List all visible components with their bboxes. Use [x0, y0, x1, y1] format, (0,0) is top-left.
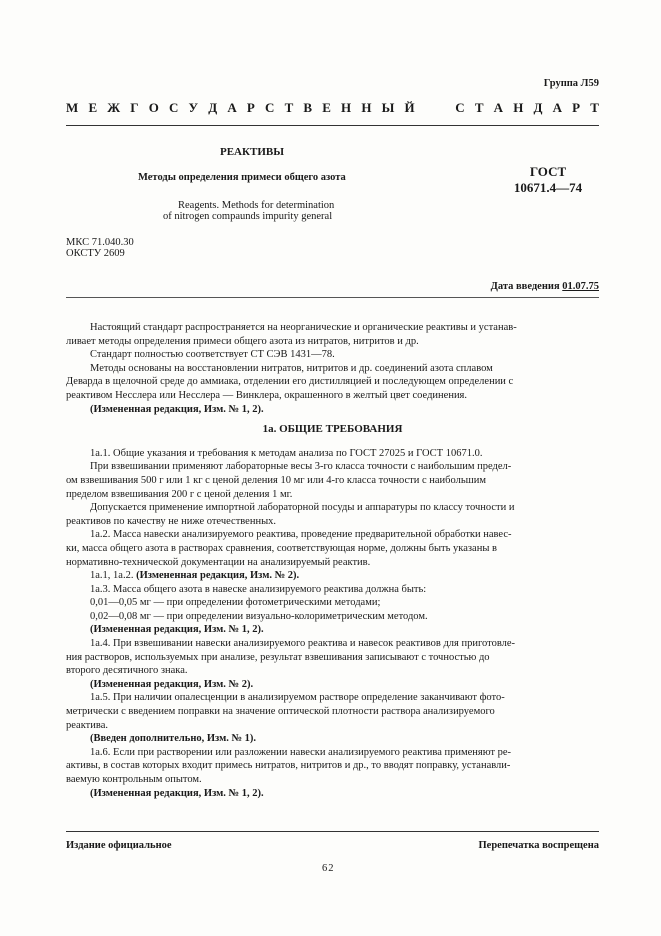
effective-date-value: 01.07.75	[562, 281, 599, 292]
clause-ref: 1а.1, 1а.2.	[90, 570, 137, 582]
paragraph: 1а.6. Если при растворении или разложении навески анализируемого реактива применяют ре-	[90, 746, 512, 758]
paragraph: 1а.2. Масса навески анализируемого реактива, проведение предварительной обработки навес-	[90, 529, 512, 541]
effective-date-label: Дата введения	[490, 281, 563, 292]
paragraph: 0,02—0,08 мг — при определении визуально-колориметрическим методом.	[90, 610, 428, 622]
banner-letter: Е	[88, 100, 98, 115]
banner-letter: Т	[474, 100, 484, 115]
banner-letter: С	[169, 100, 179, 115]
banner-letter: М	[66, 100, 79, 115]
paragraph: 1а.3. Масса общего азота в навеске анализируемого реактива должна быть:	[90, 583, 427, 595]
banner-letter: У	[188, 100, 199, 115]
banner-letter: О	[148, 100, 159, 115]
banner-letter: С	[265, 100, 275, 115]
mks-code: МКС 71.040.30	[66, 237, 134, 248]
paragraph: При взвешивании применяют лабораторные весы 3-го класса точности с наибольшим предел-	[90, 461, 512, 473]
banner-letter: Р	[572, 100, 581, 115]
paragraph: ки, масса общего азота в растворах сравнения, соответствующая норме, должны быть указаны в	[66, 542, 497, 554]
paragraph: ваемую контрольным опытом.	[66, 774, 202, 785]
paragraph: Настоящий стандарт распространяется на неорганические и органические реактивы и устанав-	[90, 322, 517, 333]
document-title: РЕАКТИВЫ	[220, 146, 285, 158]
paragraph: пределом взвешивания 200 г с ценой деления 1 мг.	[66, 488, 293, 500]
english-title-line-1: Reagents. Methods for determination	[178, 200, 335, 211]
paragraph: метрически с введением поправки на значение оптической плотности раствора анализируемого	[66, 706, 495, 718]
standard-banner	[66, 100, 599, 116]
banner-letter: Н	[341, 100, 352, 115]
english-title-line-2: of nitrogen compaunds impurity general	[163, 211, 333, 222]
effective-date	[491, 281, 599, 292]
paragraph: активы, в состав которых входит примесь нитратов, нитритов и др., то вводят поправку, устанавли-	[66, 760, 511, 772]
paragraph: нормативно-технической документации на анализируемый реактив.	[66, 556, 371, 568]
amendment-note: (Измененная редакция, Изм. № 1, 2).	[90, 403, 264, 415]
banner-letter: Ж	[107, 100, 121, 115]
amendment-note: (Измененная редакция, Изм. № 1, 2).	[90, 624, 264, 636]
paragraph: 1а.1. Общие указания и требования к методам анализа по ГОСТ 27025 и ГОСТ 10671.0.	[90, 447, 483, 459]
paragraph: 1а.4. При взвешивании навески анализируемого реактива и навесок реактивов для приготовле-	[90, 638, 516, 650]
banner-letter: Т	[590, 100, 599, 115]
amendment-note: (Введен дополнительно, Изм. № 1).	[90, 733, 257, 745]
paragraph: Деварда в щелочной среде до аммиака, отделении его дистилляцией и последующем определении с	[66, 376, 514, 388]
paragraph	[66, 569, 599, 583]
amendment-note: (Измененная редакция, Изм. № 2).	[136, 570, 300, 582]
banner-letter: Д	[208, 100, 218, 115]
date-rule	[66, 297, 599, 298]
header-rule	[66, 125, 599, 126]
banner-letter: Д	[533, 100, 543, 115]
classification-codes	[66, 237, 134, 259]
amendment-note: (Измененная редакция, Изм. № 2).	[90, 678, 254, 690]
section-heading: 1а. ОБЩИЕ ТРЕБОВАНИЯ	[262, 423, 403, 436]
banner-letter: А	[493, 100, 504, 115]
reprint-prohibited-note: Перепечатка воспрещена	[478, 840, 599, 851]
paragraph: ния растворов, используемых при анализе, результат взвешивания записывают с точностью до	[66, 651, 490, 663]
banner-letter: Е	[322, 100, 331, 115]
paragraph: 1а.5. При наличии опалесценции в анализируемом растворе определение заканчивают фото-	[90, 692, 505, 704]
paragraph: Методы основаны на восстановлении нитратов, нитритов и др. соединений азота сплавом	[90, 362, 493, 374]
paragraph: Допускается применение импортной лабораторной посуды и аппаратуры по классу точности и	[90, 502, 515, 514]
banner-letter: Р	[246, 100, 255, 115]
official-edition-note: Издание официальное	[66, 840, 172, 851]
group-code: Группа Л59	[543, 78, 599, 89]
paragraph: ом взвешивания 500 г или 1 кг с ценой деления 10 мг или 4-го класса точности с наибольшим	[66, 474, 487, 486]
footer-rule	[66, 831, 599, 832]
paragraph: реактивом Несслера или Несслера — Винклера, окрашенного в желтый цвет соединения.	[66, 389, 468, 401]
gost-number: 10671.4—74	[513, 180, 583, 195]
paragraph: реактива.	[66, 719, 108, 731]
banner-letter: Н	[361, 100, 372, 115]
gost-label: ГОСТ	[529, 164, 567, 179]
banner-letter: Т	[284, 100, 294, 115]
paragraph: 0,01—0,05 мг — при определении фотометрическими методами;	[90, 597, 381, 609]
amendment-note: (Измененная редакция, Изм. № 1, 2).	[90, 787, 264, 799]
banner-letter: Г	[130, 100, 139, 115]
paragraph: второго десятичного знака.	[66, 665, 188, 677]
gost-designation	[512, 164, 584, 196]
banner-letter: В	[303, 100, 313, 115]
banner-letter: А	[552, 100, 562, 115]
banner-letter: Н	[513, 100, 524, 115]
banner-letter: Й	[404, 100, 415, 115]
okstu-code: ОКСТУ 2609	[66, 248, 125, 259]
paragraph: ливает методы определения примеси общего азота из нитратов, нитритов и др.	[66, 335, 419, 347]
banner-letter: С	[455, 100, 465, 115]
page-number: 62	[322, 863, 335, 874]
banner-letter: А	[227, 100, 237, 115]
paragraph: Стандарт полностью соответствует СТ СЭВ 1431—78.	[90, 349, 335, 361]
banner-letter: Ы	[381, 100, 395, 115]
document-subtitle: Методы определения примеси общего азота	[138, 172, 346, 183]
document-body	[66, 321, 599, 800]
paragraph: реактивов по качеству не ниже отечественных.	[66, 515, 277, 527]
